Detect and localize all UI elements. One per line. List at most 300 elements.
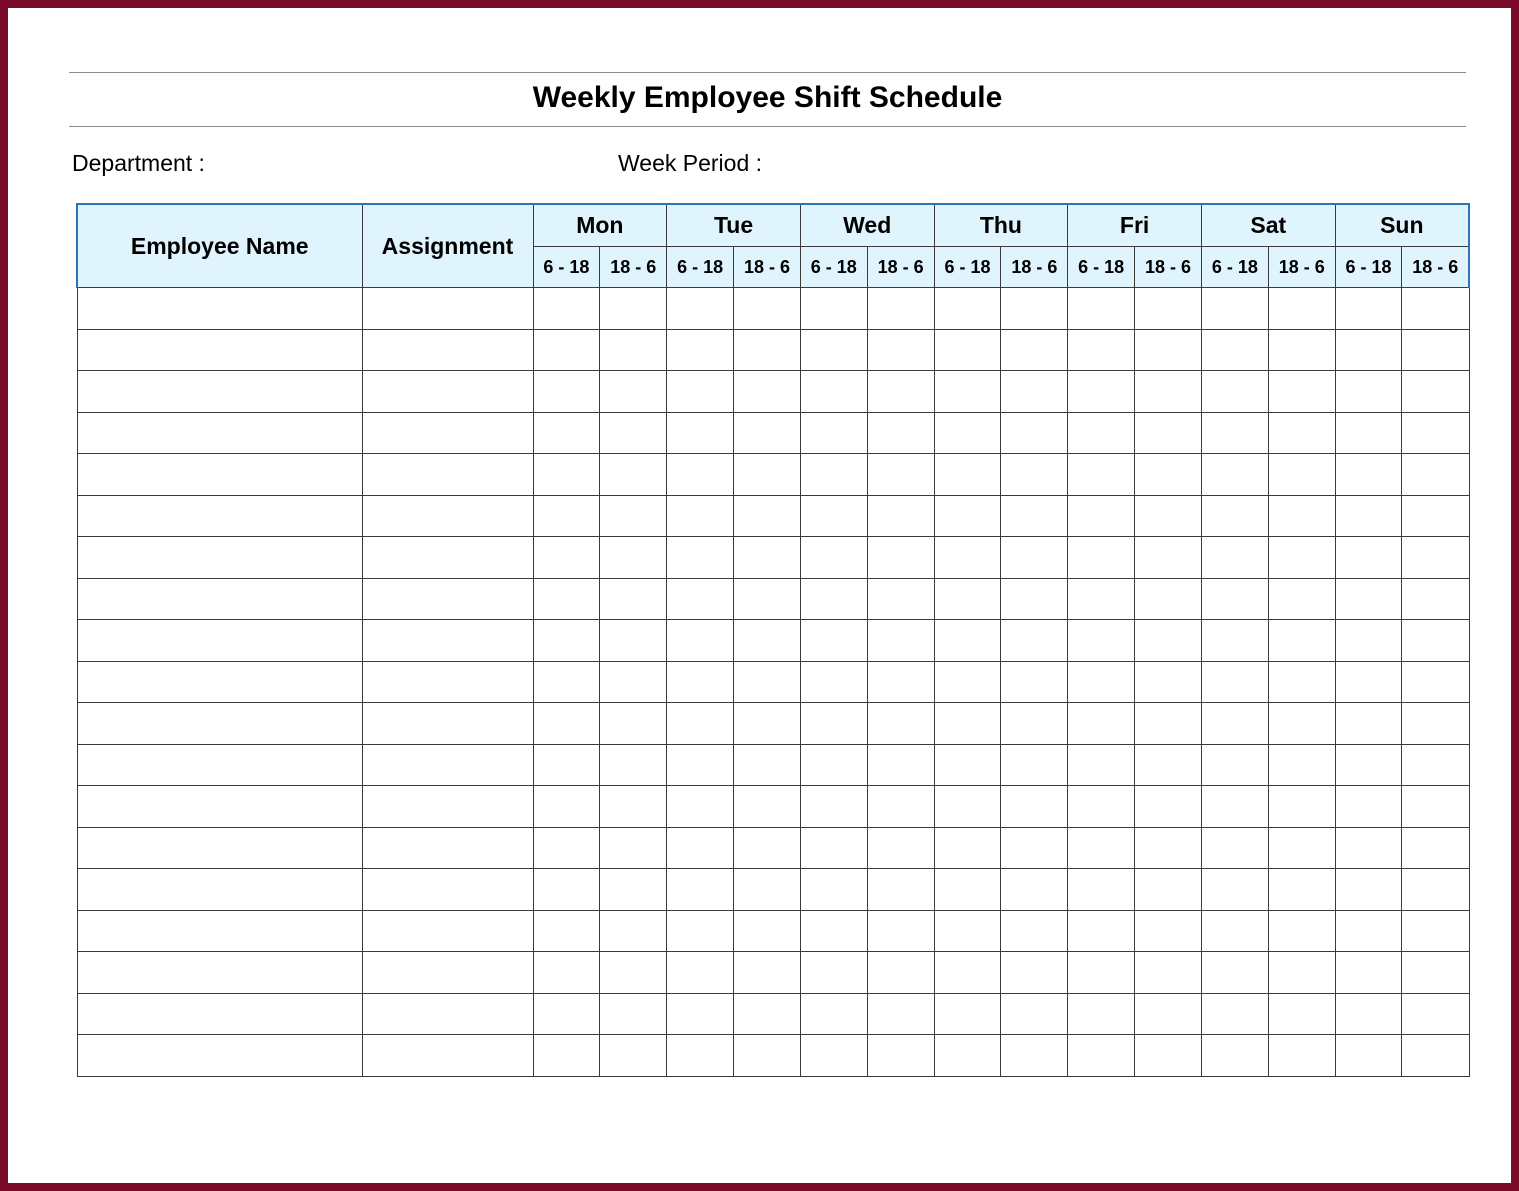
shift-cell[interactable] bbox=[1135, 910, 1202, 952]
shift-cell[interactable] bbox=[1335, 495, 1402, 537]
shift-cell[interactable] bbox=[533, 744, 600, 786]
shift-cell[interactable] bbox=[1135, 661, 1202, 703]
employee-name-cell[interactable] bbox=[77, 620, 362, 662]
shift-cell[interactable] bbox=[1135, 620, 1202, 662]
shift-cell[interactable] bbox=[600, 329, 667, 371]
shift-cell[interactable] bbox=[667, 827, 734, 869]
shift-cell[interactable] bbox=[667, 952, 734, 994]
shift-cell[interactable] bbox=[1201, 869, 1268, 911]
shift-cell[interactable] bbox=[1135, 869, 1202, 911]
shift-cell[interactable] bbox=[667, 786, 734, 828]
shift-cell[interactable] bbox=[667, 537, 734, 579]
shift-cell[interactable] bbox=[1402, 288, 1469, 330]
shift-cell[interactable] bbox=[800, 578, 867, 620]
shift-cell[interactable] bbox=[1001, 578, 1068, 620]
shift-cell[interactable] bbox=[1001, 869, 1068, 911]
shift-cell[interactable] bbox=[1135, 329, 1202, 371]
shift-cell[interactable] bbox=[1268, 869, 1335, 911]
shift-cell[interactable] bbox=[934, 495, 1001, 537]
shift-cell[interactable] bbox=[1335, 1035, 1402, 1077]
shift-cell[interactable] bbox=[1135, 412, 1202, 454]
shift-cell[interactable] bbox=[734, 993, 801, 1035]
shift-cell[interactable] bbox=[800, 786, 867, 828]
employee-name-cell[interactable] bbox=[77, 827, 362, 869]
shift-cell[interactable] bbox=[533, 786, 600, 828]
shift-cell[interactable] bbox=[1135, 827, 1202, 869]
shift-cell[interactable] bbox=[1268, 329, 1335, 371]
shift-cell[interactable] bbox=[867, 993, 934, 1035]
shift-cell[interactable] bbox=[1001, 620, 1068, 662]
shift-cell[interactable] bbox=[1068, 661, 1135, 703]
shift-cell[interactable] bbox=[734, 661, 801, 703]
employee-name-cell[interactable] bbox=[77, 288, 362, 330]
shift-cell[interactable] bbox=[1402, 412, 1469, 454]
shift-cell[interactable] bbox=[600, 620, 667, 662]
shift-cell[interactable] bbox=[667, 661, 734, 703]
shift-cell[interactable] bbox=[1201, 910, 1268, 952]
shift-cell[interactable] bbox=[1201, 412, 1268, 454]
shift-cell[interactable] bbox=[1001, 537, 1068, 579]
shift-cell[interactable] bbox=[1135, 495, 1202, 537]
shift-cell[interactable] bbox=[934, 952, 1001, 994]
shift-cell[interactable] bbox=[867, 412, 934, 454]
shift-cell[interactable] bbox=[734, 869, 801, 911]
shift-cell[interactable] bbox=[934, 288, 1001, 330]
shift-cell[interactable] bbox=[934, 371, 1001, 413]
shift-cell[interactable] bbox=[800, 329, 867, 371]
employee-name-cell[interactable] bbox=[77, 661, 362, 703]
shift-cell[interactable] bbox=[1335, 620, 1402, 662]
shift-cell[interactable] bbox=[1402, 578, 1469, 620]
shift-cell[interactable] bbox=[800, 454, 867, 496]
shift-cell[interactable] bbox=[1001, 454, 1068, 496]
shift-cell[interactable] bbox=[667, 703, 734, 745]
shift-cell[interactable] bbox=[1001, 329, 1068, 371]
shift-cell[interactable] bbox=[867, 661, 934, 703]
shift-cell[interactable] bbox=[1001, 371, 1068, 413]
shift-cell[interactable] bbox=[1135, 1035, 1202, 1077]
shift-cell[interactable] bbox=[600, 786, 667, 828]
shift-cell[interactable] bbox=[1268, 412, 1335, 454]
shift-cell[interactable] bbox=[1402, 371, 1469, 413]
assignment-cell[interactable] bbox=[362, 703, 533, 745]
shift-cell[interactable] bbox=[533, 454, 600, 496]
shift-cell[interactable] bbox=[600, 827, 667, 869]
shift-cell[interactable] bbox=[1001, 1035, 1068, 1077]
assignment-cell[interactable] bbox=[362, 869, 533, 911]
shift-cell[interactable] bbox=[1201, 288, 1268, 330]
shift-cell[interactable] bbox=[1201, 827, 1268, 869]
shift-cell[interactable] bbox=[734, 495, 801, 537]
shift-cell[interactable] bbox=[1268, 952, 1335, 994]
shift-cell[interactable] bbox=[867, 329, 934, 371]
shift-cell[interactable] bbox=[1001, 786, 1068, 828]
shift-cell[interactable] bbox=[1135, 703, 1202, 745]
shift-cell[interactable] bbox=[734, 454, 801, 496]
shift-cell[interactable] bbox=[1402, 661, 1469, 703]
shift-cell[interactable] bbox=[667, 329, 734, 371]
shift-cell[interactable] bbox=[867, 454, 934, 496]
shift-cell[interactable] bbox=[1201, 578, 1268, 620]
shift-cell[interactable] bbox=[1335, 786, 1402, 828]
shift-cell[interactable] bbox=[934, 661, 1001, 703]
shift-cell[interactable] bbox=[1068, 412, 1135, 454]
shift-cell[interactable] bbox=[734, 412, 801, 454]
shift-cell[interactable] bbox=[1001, 661, 1068, 703]
shift-cell[interactable] bbox=[934, 578, 1001, 620]
shift-cell[interactable] bbox=[1335, 578, 1402, 620]
shift-cell[interactable] bbox=[600, 910, 667, 952]
shift-cell[interactable] bbox=[934, 827, 1001, 869]
shift-cell[interactable] bbox=[1001, 993, 1068, 1035]
employee-name-cell[interactable] bbox=[77, 329, 362, 371]
shift-cell[interactable] bbox=[1068, 869, 1135, 911]
shift-cell[interactable] bbox=[533, 578, 600, 620]
shift-cell[interactable] bbox=[1402, 537, 1469, 579]
shift-cell[interactable] bbox=[734, 371, 801, 413]
shift-cell[interactable] bbox=[934, 620, 1001, 662]
shift-cell[interactable] bbox=[1268, 620, 1335, 662]
employee-name-cell[interactable] bbox=[77, 703, 362, 745]
employee-name-cell[interactable] bbox=[77, 454, 362, 496]
shift-cell[interactable] bbox=[667, 371, 734, 413]
shift-cell[interactable] bbox=[533, 537, 600, 579]
shift-cell[interactable] bbox=[1402, 620, 1469, 662]
shift-cell[interactable] bbox=[1201, 993, 1268, 1035]
shift-cell[interactable] bbox=[1402, 869, 1469, 911]
shift-cell[interactable] bbox=[533, 869, 600, 911]
shift-cell[interactable] bbox=[1335, 993, 1402, 1035]
shift-cell[interactable] bbox=[1268, 371, 1335, 413]
shift-cell[interactable] bbox=[934, 454, 1001, 496]
employee-name-cell[interactable] bbox=[77, 537, 362, 579]
assignment-cell[interactable] bbox=[362, 786, 533, 828]
shift-cell[interactable] bbox=[1335, 827, 1402, 869]
shift-cell[interactable] bbox=[1135, 952, 1202, 994]
shift-cell[interactable] bbox=[600, 661, 667, 703]
shift-cell[interactable] bbox=[1402, 786, 1469, 828]
shift-cell[interactable] bbox=[934, 910, 1001, 952]
shift-cell[interactable] bbox=[533, 703, 600, 745]
shift-cell[interactable] bbox=[1135, 993, 1202, 1035]
shift-cell[interactable] bbox=[867, 910, 934, 952]
shift-cell[interactable] bbox=[934, 1035, 1001, 1077]
shift-cell[interactable] bbox=[867, 620, 934, 662]
shift-cell[interactable] bbox=[734, 1035, 801, 1077]
assignment-cell[interactable] bbox=[362, 371, 533, 413]
employee-name-cell[interactable] bbox=[77, 910, 362, 952]
shift-cell[interactable] bbox=[600, 952, 667, 994]
shift-cell[interactable] bbox=[934, 537, 1001, 579]
shift-cell[interactable] bbox=[600, 993, 667, 1035]
shift-cell[interactable] bbox=[867, 371, 934, 413]
shift-cell[interactable] bbox=[867, 1035, 934, 1077]
employee-name-cell[interactable] bbox=[77, 412, 362, 454]
shift-cell[interactable] bbox=[1402, 993, 1469, 1035]
shift-cell[interactable] bbox=[1201, 786, 1268, 828]
shift-cell[interactable] bbox=[1268, 454, 1335, 496]
shift-cell[interactable] bbox=[1335, 371, 1402, 413]
shift-cell[interactable] bbox=[1402, 952, 1469, 994]
shift-cell[interactable] bbox=[800, 371, 867, 413]
shift-cell[interactable] bbox=[600, 495, 667, 537]
shift-cell[interactable] bbox=[1135, 288, 1202, 330]
employee-name-cell[interactable] bbox=[77, 371, 362, 413]
shift-cell[interactable] bbox=[934, 412, 1001, 454]
shift-cell[interactable] bbox=[1068, 827, 1135, 869]
shift-cell[interactable] bbox=[1268, 537, 1335, 579]
shift-cell[interactable] bbox=[533, 910, 600, 952]
assignment-cell[interactable] bbox=[362, 288, 533, 330]
shift-cell[interactable] bbox=[734, 329, 801, 371]
shift-cell[interactable] bbox=[1402, 910, 1469, 952]
shift-cell[interactable] bbox=[1068, 1035, 1135, 1077]
shift-cell[interactable] bbox=[800, 910, 867, 952]
shift-cell[interactable] bbox=[800, 412, 867, 454]
assignment-cell[interactable] bbox=[362, 827, 533, 869]
assignment-cell[interactable] bbox=[362, 993, 533, 1035]
shift-cell[interactable] bbox=[1402, 495, 1469, 537]
shift-cell[interactable] bbox=[1335, 910, 1402, 952]
shift-cell[interactable] bbox=[1201, 495, 1268, 537]
shift-cell[interactable] bbox=[1335, 952, 1402, 994]
shift-cell[interactable] bbox=[1268, 495, 1335, 537]
shift-cell[interactable] bbox=[1001, 952, 1068, 994]
shift-cell[interactable] bbox=[734, 827, 801, 869]
shift-cell[interactable] bbox=[1068, 744, 1135, 786]
shift-cell[interactable] bbox=[1068, 578, 1135, 620]
employee-name-cell[interactable] bbox=[77, 495, 362, 537]
assignment-cell[interactable] bbox=[362, 454, 533, 496]
shift-cell[interactable] bbox=[734, 537, 801, 579]
shift-cell[interactable] bbox=[1135, 537, 1202, 579]
shift-cell[interactable] bbox=[1268, 744, 1335, 786]
shift-cell[interactable] bbox=[1135, 744, 1202, 786]
shift-cell[interactable] bbox=[600, 869, 667, 911]
shift-cell[interactable] bbox=[1335, 869, 1402, 911]
shift-cell[interactable] bbox=[1335, 661, 1402, 703]
shift-cell[interactable] bbox=[867, 786, 934, 828]
shift-cell[interactable] bbox=[533, 412, 600, 454]
assignment-cell[interactable] bbox=[362, 1035, 533, 1077]
shift-cell[interactable] bbox=[600, 412, 667, 454]
shift-cell[interactable] bbox=[600, 454, 667, 496]
shift-cell[interactable] bbox=[667, 869, 734, 911]
shift-cell[interactable] bbox=[867, 703, 934, 745]
shift-cell[interactable] bbox=[1068, 952, 1135, 994]
shift-cell[interactable] bbox=[1402, 1035, 1469, 1077]
shift-cell[interactable] bbox=[1135, 454, 1202, 496]
shift-cell[interactable] bbox=[934, 744, 1001, 786]
shift-cell[interactable] bbox=[533, 827, 600, 869]
shift-cell[interactable] bbox=[800, 993, 867, 1035]
shift-cell[interactable] bbox=[867, 827, 934, 869]
shift-cell[interactable] bbox=[1268, 661, 1335, 703]
shift-cell[interactable] bbox=[1402, 827, 1469, 869]
shift-cell[interactable] bbox=[934, 329, 1001, 371]
shift-cell[interactable] bbox=[867, 744, 934, 786]
assignment-cell[interactable] bbox=[362, 620, 533, 662]
shift-cell[interactable] bbox=[800, 744, 867, 786]
shift-cell[interactable] bbox=[734, 288, 801, 330]
shift-cell[interactable] bbox=[867, 495, 934, 537]
shift-cell[interactable] bbox=[1268, 993, 1335, 1035]
shift-cell[interactable] bbox=[800, 869, 867, 911]
shift-cell[interactable] bbox=[1001, 827, 1068, 869]
shift-cell[interactable] bbox=[867, 869, 934, 911]
shift-cell[interactable] bbox=[1135, 578, 1202, 620]
employee-name-cell[interactable] bbox=[77, 1035, 362, 1077]
assignment-cell[interactable] bbox=[362, 329, 533, 371]
shift-cell[interactable] bbox=[533, 620, 600, 662]
shift-cell[interactable] bbox=[1268, 786, 1335, 828]
shift-cell[interactable] bbox=[533, 661, 600, 703]
shift-cell[interactable] bbox=[600, 703, 667, 745]
shift-cell[interactable] bbox=[667, 1035, 734, 1077]
shift-cell[interactable] bbox=[734, 786, 801, 828]
shift-cell[interactable] bbox=[1201, 454, 1268, 496]
shift-cell[interactable] bbox=[1201, 329, 1268, 371]
assignment-cell[interactable] bbox=[362, 744, 533, 786]
shift-cell[interactable] bbox=[1268, 703, 1335, 745]
shift-cell[interactable] bbox=[1068, 329, 1135, 371]
shift-cell[interactable] bbox=[934, 786, 1001, 828]
shift-cell[interactable] bbox=[1001, 412, 1068, 454]
shift-cell[interactable] bbox=[533, 952, 600, 994]
employee-name-cell[interactable] bbox=[77, 869, 362, 911]
employee-name-cell[interactable] bbox=[77, 744, 362, 786]
shift-cell[interactable] bbox=[1068, 786, 1135, 828]
assignment-cell[interactable] bbox=[362, 661, 533, 703]
assignment-cell[interactable] bbox=[362, 578, 533, 620]
shift-cell[interactable] bbox=[533, 288, 600, 330]
shift-cell[interactable] bbox=[734, 703, 801, 745]
employee-name-cell[interactable] bbox=[77, 578, 362, 620]
shift-cell[interactable] bbox=[734, 952, 801, 994]
shift-cell[interactable] bbox=[867, 537, 934, 579]
shift-cell[interactable] bbox=[1068, 371, 1135, 413]
shift-cell[interactable] bbox=[1001, 495, 1068, 537]
shift-cell[interactable] bbox=[667, 578, 734, 620]
shift-cell[interactable] bbox=[800, 620, 867, 662]
shift-cell[interactable] bbox=[1001, 703, 1068, 745]
shift-cell[interactable] bbox=[734, 744, 801, 786]
shift-cell[interactable] bbox=[1068, 620, 1135, 662]
shift-cell[interactable] bbox=[1068, 537, 1135, 579]
shift-cell[interactable] bbox=[667, 910, 734, 952]
shift-cell[interactable] bbox=[667, 495, 734, 537]
shift-cell[interactable] bbox=[867, 952, 934, 994]
shift-cell[interactable] bbox=[1135, 371, 1202, 413]
shift-cell[interactable] bbox=[800, 703, 867, 745]
shift-cell[interactable] bbox=[1268, 1035, 1335, 1077]
shift-cell[interactable] bbox=[1068, 454, 1135, 496]
shift-cell[interactable] bbox=[1335, 454, 1402, 496]
shift-cell[interactable] bbox=[1201, 620, 1268, 662]
shift-cell[interactable] bbox=[1201, 744, 1268, 786]
shift-cell[interactable] bbox=[1068, 288, 1135, 330]
shift-cell[interactable] bbox=[600, 371, 667, 413]
shift-cell[interactable] bbox=[1402, 454, 1469, 496]
shift-cell[interactable] bbox=[1201, 661, 1268, 703]
shift-cell[interactable] bbox=[667, 412, 734, 454]
shift-cell[interactable] bbox=[667, 288, 734, 330]
shift-cell[interactable] bbox=[1335, 288, 1402, 330]
shift-cell[interactable] bbox=[734, 578, 801, 620]
shift-cell[interactable] bbox=[600, 578, 667, 620]
shift-cell[interactable] bbox=[667, 620, 734, 662]
shift-cell[interactable] bbox=[800, 1035, 867, 1077]
shift-cell[interactable] bbox=[533, 1035, 600, 1077]
shift-cell[interactable] bbox=[800, 952, 867, 994]
shift-cell[interactable] bbox=[1068, 993, 1135, 1035]
shift-cell[interactable] bbox=[533, 371, 600, 413]
shift-cell[interactable] bbox=[1335, 329, 1402, 371]
shift-cell[interactable] bbox=[800, 537, 867, 579]
shift-cell[interactable] bbox=[1335, 412, 1402, 454]
shift-cell[interactable] bbox=[1068, 703, 1135, 745]
shift-cell[interactable] bbox=[1402, 744, 1469, 786]
shift-cell[interactable] bbox=[667, 454, 734, 496]
shift-cell[interactable] bbox=[1201, 537, 1268, 579]
shift-cell[interactable] bbox=[1402, 329, 1469, 371]
shift-cell[interactable] bbox=[1335, 744, 1402, 786]
shift-cell[interactable] bbox=[800, 827, 867, 869]
employee-name-cell[interactable] bbox=[77, 952, 362, 994]
shift-cell[interactable] bbox=[600, 744, 667, 786]
assignment-cell[interactable] bbox=[362, 952, 533, 994]
shift-cell[interactable] bbox=[1201, 371, 1268, 413]
shift-cell[interactable] bbox=[600, 537, 667, 579]
shift-cell[interactable] bbox=[800, 495, 867, 537]
shift-cell[interactable] bbox=[800, 288, 867, 330]
assignment-cell[interactable] bbox=[362, 495, 533, 537]
shift-cell[interactable] bbox=[533, 495, 600, 537]
shift-cell[interactable] bbox=[867, 288, 934, 330]
shift-cell[interactable] bbox=[1201, 703, 1268, 745]
shift-cell[interactable] bbox=[1335, 537, 1402, 579]
shift-cell[interactable] bbox=[734, 910, 801, 952]
shift-cell[interactable] bbox=[1268, 827, 1335, 869]
shift-cell[interactable] bbox=[1268, 288, 1335, 330]
shift-cell[interactable] bbox=[667, 993, 734, 1035]
employee-name-cell[interactable] bbox=[77, 993, 362, 1035]
shift-cell[interactable] bbox=[867, 578, 934, 620]
shift-cell[interactable] bbox=[934, 703, 1001, 745]
assignment-cell[interactable] bbox=[362, 412, 533, 454]
shift-cell[interactable] bbox=[1001, 288, 1068, 330]
shift-cell[interactable] bbox=[667, 744, 734, 786]
shift-cell[interactable] bbox=[1068, 495, 1135, 537]
shift-cell[interactable] bbox=[734, 620, 801, 662]
shift-cell[interactable] bbox=[1335, 703, 1402, 745]
shift-cell[interactable] bbox=[1268, 578, 1335, 620]
shift-cell[interactable] bbox=[1201, 952, 1268, 994]
assignment-cell[interactable] bbox=[362, 537, 533, 579]
shift-cell[interactable] bbox=[1001, 744, 1068, 786]
shift-cell[interactable] bbox=[800, 661, 867, 703]
shift-cell[interactable] bbox=[1201, 1035, 1268, 1077]
shift-cell[interactable] bbox=[1001, 910, 1068, 952]
shift-cell[interactable] bbox=[600, 288, 667, 330]
assignment-cell[interactable] bbox=[362, 910, 533, 952]
shift-cell[interactable] bbox=[1268, 910, 1335, 952]
shift-cell[interactable] bbox=[600, 1035, 667, 1077]
shift-cell[interactable] bbox=[934, 869, 1001, 911]
shift-cell[interactable] bbox=[533, 993, 600, 1035]
shift-cell[interactable] bbox=[934, 993, 1001, 1035]
shift-cell[interactable] bbox=[1068, 910, 1135, 952]
